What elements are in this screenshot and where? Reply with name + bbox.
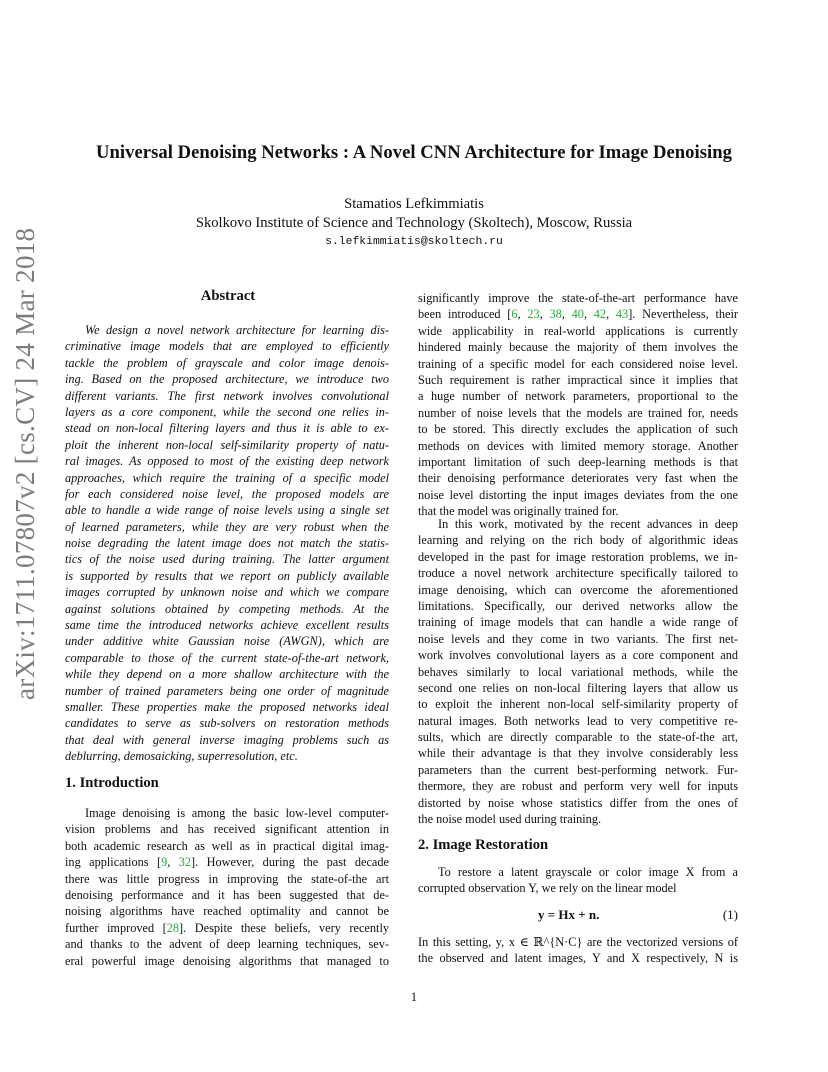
paper-title: Universal Denoising Networks : A Novel CNN Architecture for Image Denoising [96,142,732,163]
text-line: denoising performance and it has been suggested that de- [65,887,389,902]
citation-link[interactable]: 42 [593,307,607,322]
text-line: to exploit the inherent non-local self-similarity property of [418,697,738,712]
text-line: work involves convolutional layers as a core component and [418,648,738,663]
text-line: We design a novel network architecture for learning dis- [85,323,389,337]
text-line: under additive white Gaussian noise (AWGN), which are [65,634,389,649]
text-line: significantly improve the state-of-the-art performance have [418,291,738,305]
text-line: while their advantage is that they involve considerably less [418,746,738,761]
text-line: to be stored. This directly excludes the application of such [418,422,738,437]
citation-link[interactable]: 40 [571,307,584,322]
text-line: the noise model used during training. [418,812,602,827]
author-name: Stamatios Lefkimmiatis [344,196,484,212]
citation-link[interactable]: 28 [166,920,180,935]
text-line: stead on non-local filtering layers and thus it is able to ex- [65,421,389,436]
text-line: training of image models that can handle a wide range of [418,615,738,630]
image-restoration-intro [418,864,738,897]
text-line: training of a specific model for each considered noise level. [418,356,738,371]
text-line: against solutions obtained by competing methods. At the [65,601,389,616]
text-line: their denoising performance deteriorates very fast when the [418,471,738,486]
page-number: 1 [410,990,418,1004]
text-line: same time the introduced networks achieve excellent results [65,618,389,633]
text-line: To restore a latent grayscale or color image X from a [438,865,738,879]
text-line: natural images. Both networks lead to very competitive re- [418,713,738,728]
citation-link[interactable]: 23 [527,307,540,322]
equation-number: (1) [722,907,738,922]
text-line: troduce a novel network architecture specifically tailored to [418,566,738,581]
text-line: number of trained parameters being one order of magnitude [65,683,389,698]
text-line: hindered mainly because the majority of them involves the [418,340,738,355]
text-line: parameters than the current best-performing network. Fur- [418,762,738,777]
text-line: In this work, motivated by the recent advances in deep [438,517,738,531]
text-line: thermore, they are robust and perform very well for inputs [418,779,738,794]
text-line: that deal with general inverse imaging problems such as [65,732,389,747]
text-line: important limitation of such deep-learning methods is that [418,454,738,469]
citation-link[interactable]: 6 [511,307,518,322]
text-line: smaller. These properties make the proposed networks ideal [65,699,389,714]
citation-link[interactable]: 38 [549,307,562,322]
text-line: deblurring, demosaicking, superresolution, etc. [65,749,298,764]
text-line: tics of the noise used during training. The latter argument [65,552,389,567]
equation-body: y = Hx + n. [538,907,600,922]
text-line: able to handle a wide range of noise levels using a single set [65,503,389,518]
author-affiliation: Skolkovo Institute of Science and Technology (Skoltech), Moscow, Russia [195,215,633,231]
text-line: noise level distorting the input images deviates from the one [418,487,738,502]
text-line: further improved [28]. Despite these beliefs, very recently [65,920,390,935]
text-line: for each considered noise level, the proposed models are [65,486,389,501]
text-line: both academic research as well as in practical digital imag- [65,838,389,853]
introduction-continued [418,290,738,519]
image-restoration-heading: 2. Image Restoration [418,837,549,853]
text-line: approaches, which require the training of a specific model [65,470,389,485]
text-line: ral images. As opposed to most of the existing deep network [65,454,389,469]
text-line: wide applicability in real-world applications is currently [418,323,738,338]
author-email[interactable]: s.lefkimmiatis@skoltech.ru [325,236,503,248]
text-line: noise levels and they come in two variants. The first net- [418,631,738,646]
text-line: candidates to serve as sub-solvers on restoration methods [65,716,389,731]
citation-link[interactable]: 32 [178,855,192,870]
arxiv-identifier[interactable]: arXiv:1711.07807v2 [cs.CV] 24 Mar 2018 [10,227,40,700]
text-line: sults, which are directly comparable to the state-of-the art, [418,730,738,745]
abstract-heading: Abstract [200,288,256,304]
text-line: noising algorithms have reached optimality and cannot be [65,904,389,919]
text-line: noise degrading the latent image does not match the statis- [65,536,389,551]
text-line: criminative image models that are employed to efficiently [65,339,389,354]
introduction-body [65,805,389,969]
text-line: limitations. Specifically, our derived networks allow the [418,598,738,613]
text-line: and thanks to the advent of deep learning techniques, sev- [65,937,389,952]
text-line: second one relies on non-local filtering layers that allow us [418,680,738,695]
text-line: number of noise levels that the models are trained for, needs [418,405,738,420]
text-line: Such requirement is rather impractical since it implies that [418,372,738,387]
text-line: methods on devices with limited memory storage. Another [418,438,738,453]
text-line: developed in the past for image restoration problems, we in- [418,549,738,564]
text-line: is supported by results that we report on publicly available [65,568,389,583]
text-line: comparable to those of the current state-of-the-art network, [65,650,389,665]
text-line: the observed and latent images, Y and X respectively, N is [418,951,738,966]
text-line: there was little progress in improving the state-of-the art [65,871,389,886]
text-line: of learned parameters, while they are very robust when the [65,519,389,534]
introduction-paragraph-2 [418,516,738,827]
text-line: a huge number of network parameters, proportional to the [418,389,738,404]
text-line: layers as a core component, while the second one relies in- [65,404,389,419]
text-line: Image denoising is among the basic low-level computer- [85,806,389,820]
citation-link[interactable]: 9 [161,855,168,870]
text-line: ing. Based on the proposed architecture, we introduce two [65,372,389,387]
text-line: while they depend on a more shallow architecture with the [65,667,389,682]
introduction-heading: 1. Introduction [65,775,159,791]
text-line: In this setting, y, x ∈ ℝ^{N·C} are the vectorized versions of [418,935,738,949]
text-line: ploit the inherent non-local self-similarity property of natu- [65,437,389,452]
text-line: different variants. The first network involves convolutional [65,388,389,403]
text-line: corrupted observation Y, we rely on the linear model [418,881,677,896]
text-line: image denoising, which can overcome the aforementioned [418,582,738,597]
citation-link[interactable]: 43 [615,307,629,322]
image-restoration-body [418,934,738,967]
text-line: images corrupted by unknown noise and which we compare [65,585,389,600]
text-line: learning and relying on the rich body of algorithmic ideas [418,533,738,548]
text-line: eral powerful image denoising algorithms that managed to [65,953,389,968]
text-line: been introduced [6, 23, 38, 40, 42, 43]. Nevertheless, their [418,307,738,322]
text-line: vision problems and has received significant attention in [65,822,389,837]
text-line: behaves similarly to local variational methods, while the [418,664,738,679]
text-line: ing applications [9, 32]. However, during the past decade [65,855,389,870]
abstract-body [65,322,389,765]
text-line: tackle the problem of grayscale and color image denois- [65,355,389,370]
text-line: distorted by noise whose statistics differ from the ones of [418,795,738,810]
text-line: that the model was originally trained for. [418,504,619,519]
